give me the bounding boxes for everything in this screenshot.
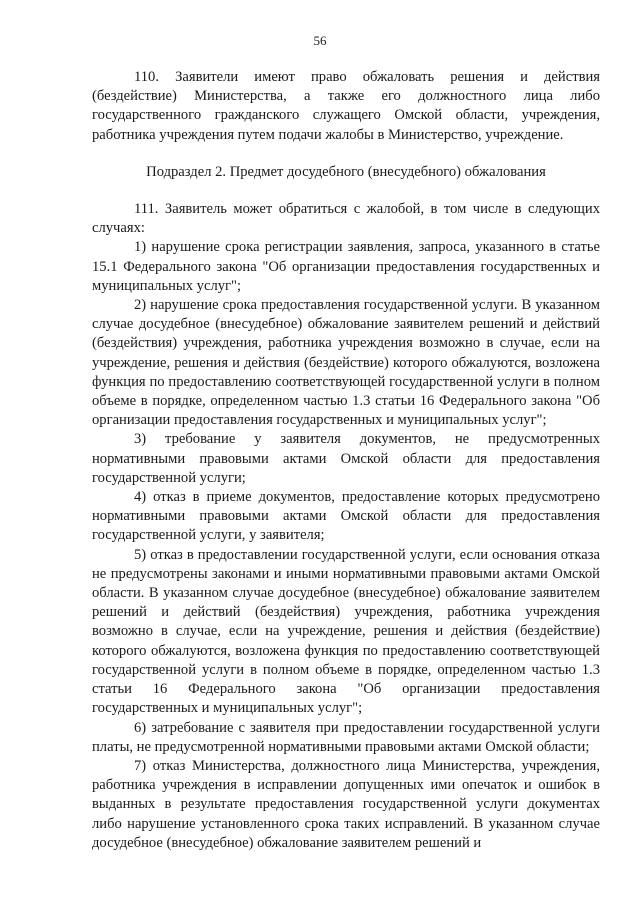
page-number: 56 [313, 33, 327, 48]
paragraph-111: 111. Заявитель может обратиться с жалобой, в том числе в следующих случаях: [92, 201, 600, 237]
list-item-7: 7) отказ Министерства, должностного лица Министерства, учреждения, работника учреждения в исправлении допущенных ими опечаток и ошибок в выданных в результате предоставления государственной услуги документах либо нарушение установленного срока таких исправлений. В указанном случае досудебное (внесудебное) обжалование заявителем решений и [92, 757, 600, 851]
list-item-4: 4) отказ в приеме документов, предоставление которых предусмотрено нормативными правовыми актами Омской области для предоставления государственной услуги, у заявителя; [92, 489, 600, 544]
paragraph-110: 110. Заявители имеют право обжаловать решения и действия (бездействие) Министерства, а также его должностного лица либо государственного гражданского служащего Омской области, учреждения, работника учреждения путем подачи жалобы в Министерство, учреждение. [92, 69, 600, 143]
list-item-1: 1) нарушение срока регистрации заявления, запроса, указанного в статье 15.1 Федерального закона "Об организации предоставления государственных и муниципальных услуг"; [92, 239, 600, 294]
list-item-6: 6) затребование с заявителя при предоставлении государственной услуги платы, не предусмотренной нормативными правовыми актами Омской области; [92, 719, 600, 755]
list-item-3: 3) требование у заявителя документов, не предусмотренных нормативными правовыми актами Омской области для предоставления государственной услуги; [92, 431, 600, 486]
document-body [92, 68, 600, 853]
list-item-2: 2) нарушение срока предоставления государственной услуги. В указанном случае досудебное (внесудебное) обжалование заявителем решений и действий (бездействия) учреждения, работника учреждения возможно в случае, если на учреждение, решения и действия (бездействие) которого обжалуются, возложена функция по предоставлению соответствующей государственной услуги в полном объеме в порядке, определенном частью 1.3 статьи 16 Федерального закона "Об организации предоставления государственных и муниципальных услуг"; [92, 297, 600, 429]
subsection-heading: Подраздел 2. Предмет досудебного (внесудебного) обжалования [146, 163, 546, 180]
list-item-5: 5) отказ в предоставлении государственной услуги, если основания отказа не предусмотрены законами и иными нормативными правовыми актами Омской области. В указанном случае досудебное (внесудебное) обжалование заявителем решений и действий (бездействия) учреждения, работника учреждения возможно в случае, если на учреждение, решения и действия (бездействие) которого обжалуются, возложена функция по предоставлению соответствующей государственной услуги в полном объеме в порядке, определенном частью 1.3 статьи 16 Федерального закона "Об организации предоставления государственных и муниципальных услуг"; [92, 546, 600, 717]
